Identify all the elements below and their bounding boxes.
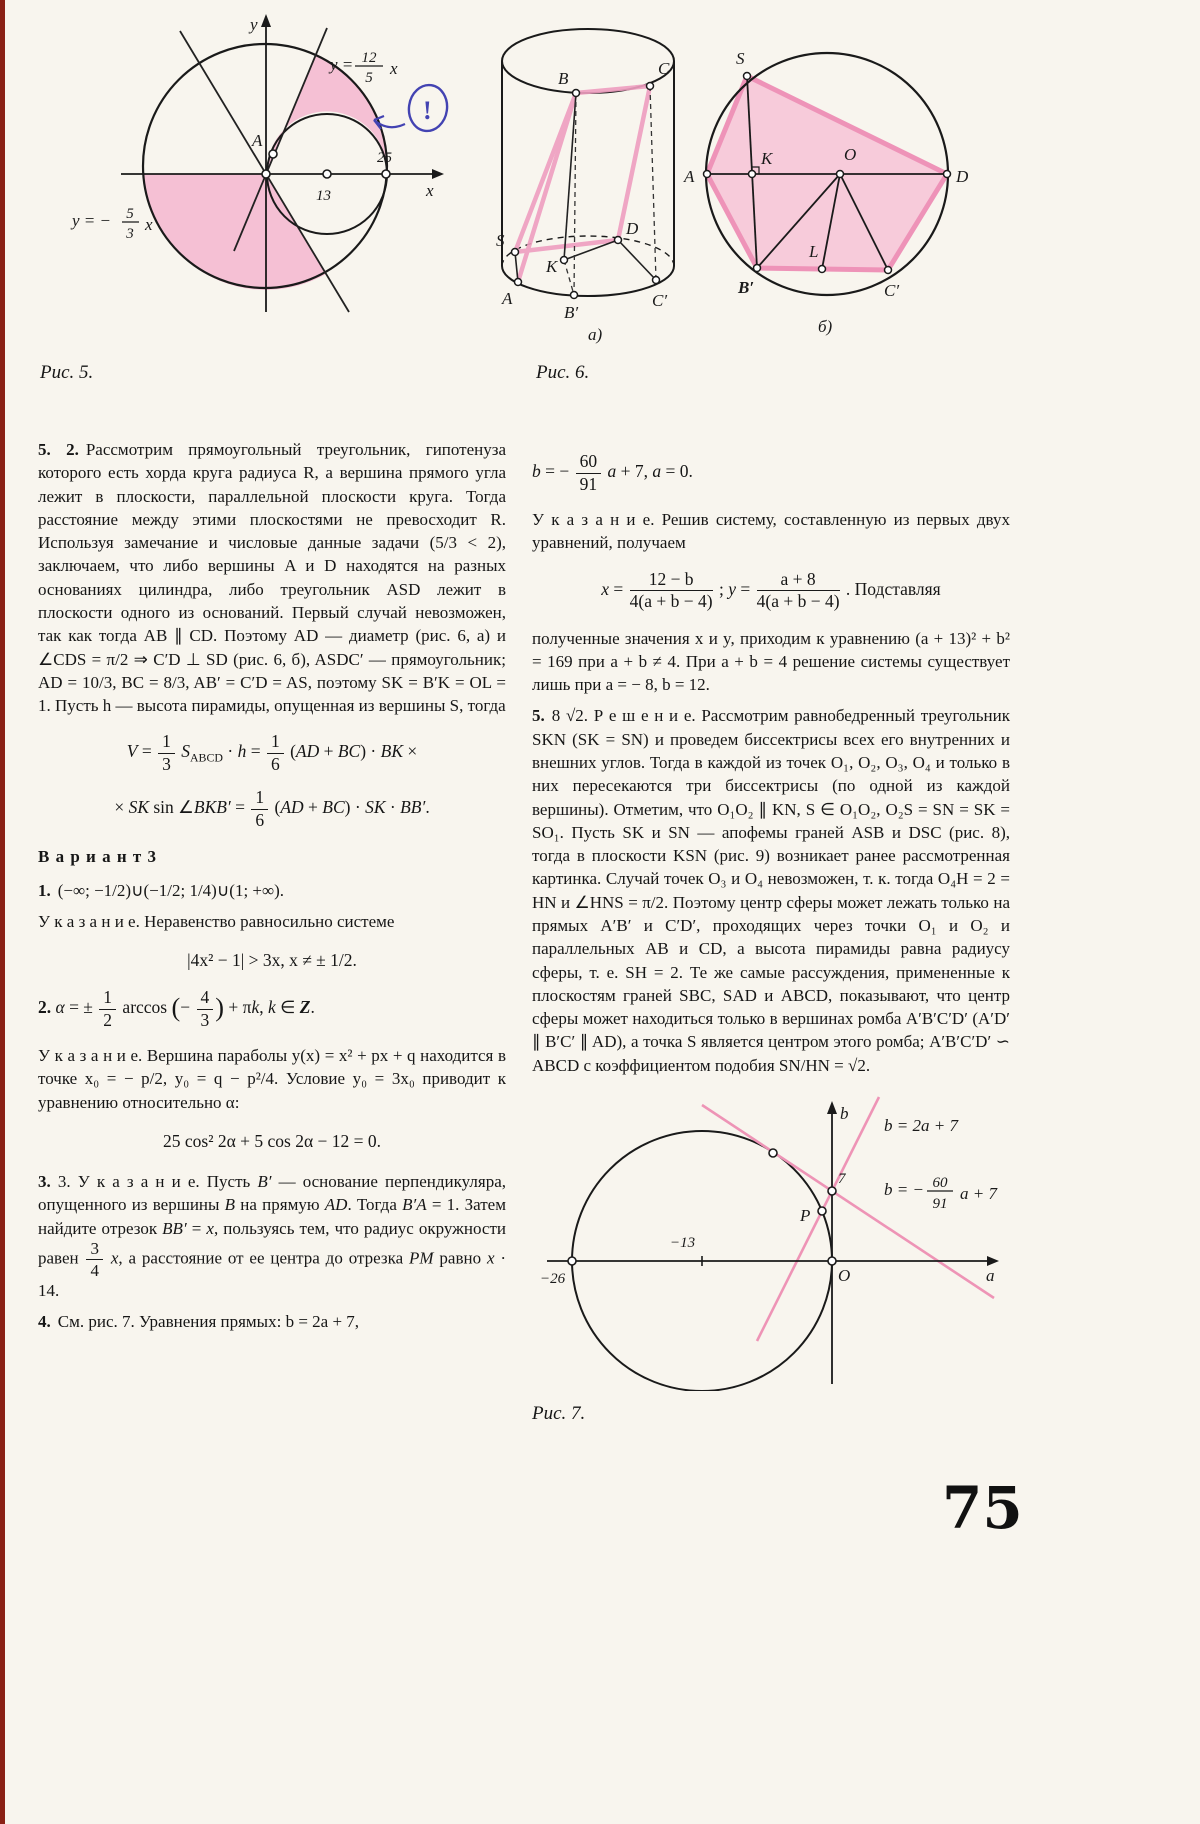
paragraph-text: 8 √2. Р е ш е н и е. Рассмотрим равнобедренный треугольник SKN (SK = SN) и проведем биссектрисы всех его внутренних и внешних углов. Тогда в каждой из точек O₁, O₂, O₃, O₄ и только в них пересекаются три биссектрисы (по одной из каждой вершины). Отметим, что O₁O₂ ∥ KN, S ∈ O₁O₂, O₂S = SN = SK = SO₁. Пусть SK и SN — апофемы граней ASB и DSC (рис. 8), тогда в плоскости KSN (рис. 9) возникает ранее рассмотренная картинка. Случай точек O₃ и O₄ невозможен, т. к. тогда O₄H = 2 = HN и ∠HNS = π/2. Поэтому центр сферы может лежать только на прямых A′B′ и C′D′, проходящих через точки O₁ и O₂ и параллельных AB и CD, а высота пирамиды равна радиусу сферы, т. е. SH = 2. Те же самые рассуждения, примененные к плоскостям граней SBC, SAD и ABCD, показывают, что центр сферы может находиться только в вершинах ромба A′B′C′D′ (A′D′ ∥ B′C′ ∥ AD), а точка S является центром этого ромба; A′B′C′D′ ∽ ABCD с коэффициентом подобия SN/HN = √2. bbox=[532, 706, 1010, 1075]
cylinder-bottom-front-arc bbox=[502, 266, 674, 296]
fig5-tick-25: 25 bbox=[377, 150, 392, 166]
fig6b-label-C1: C′ bbox=[884, 281, 900, 300]
left-column bbox=[38, 438, 506, 1341]
formula-part: — основание перпендикуляра, опущенного из вершины bbox=[38, 1172, 506, 1215]
formula-part: = bbox=[609, 578, 628, 599]
fig7-tick-7-label: 7 bbox=[838, 1170, 846, 1187]
fig5-line2-label-prefix: y = − bbox=[72, 211, 111, 230]
formula-part: BC bbox=[322, 797, 345, 818]
paragraph-circle-equation bbox=[532, 627, 1010, 697]
edge-C-D bbox=[618, 86, 650, 240]
annotation-exclamation: ! bbox=[423, 96, 432, 125]
formula-part: $\frac{1}{6}$ bbox=[265, 733, 286, 773]
formula-part: $\frac{60}{91}$ bbox=[574, 453, 604, 493]
edge-S-A bbox=[515, 252, 518, 282]
formula-part: $\frac{3}{4}$ bbox=[84, 1240, 105, 1279]
fig6b-label-A: A bbox=[684, 167, 695, 186]
figure-5-plot bbox=[28, 6, 462, 354]
right-column bbox=[532, 438, 1010, 1427]
fig6b-circle-figure bbox=[683, 49, 969, 336]
formula-part: x bbox=[486, 1248, 495, 1268]
formula-part: BKB′ bbox=[193, 797, 231, 818]
fig6b-label-B1: B′ bbox=[738, 278, 755, 297]
paragraph-item-3 bbox=[38, 1170, 506, 1302]
formula-part: ) bbox=[215, 993, 224, 1023]
formula-part: BB′ bbox=[400, 797, 426, 818]
fig7-b-axis-label: b bbox=[840, 1103, 849, 1123]
fig5-line2-numerator: 5 bbox=[126, 206, 134, 222]
point-marker bbox=[615, 237, 622, 244]
fig5-line2-label-suffix: x bbox=[145, 215, 153, 234]
fig6b-label-L: L bbox=[809, 242, 819, 261]
formula-part: BK bbox=[380, 741, 403, 762]
formula-part: = bbox=[230, 797, 250, 818]
fig5-y-axis-label: y bbox=[250, 15, 258, 34]
point-marker bbox=[561, 257, 568, 264]
formula-part: = 0. bbox=[661, 461, 693, 482]
figure-6-caption: Рис. 6. bbox=[536, 362, 590, 383]
formula-part: равно bbox=[433, 1248, 487, 1268]
formula-part: a bbox=[607, 461, 617, 482]
formula-item-2 bbox=[38, 989, 506, 1029]
formula-part: ) · bbox=[360, 741, 381, 762]
fig5-point-a-label: A bbox=[252, 131, 263, 150]
figure-5-caption: Рис. 5. bbox=[40, 362, 94, 383]
fig6a-label-B: B bbox=[558, 69, 569, 88]
formula-part: B′A bbox=[402, 1195, 427, 1215]
point-marker bbox=[828, 1187, 836, 1195]
variant-heading: В а р и а н т 3 bbox=[38, 847, 157, 867]
edge-K-B1-dashed bbox=[564, 260, 574, 295]
formula-part: × bbox=[403, 741, 418, 762]
point-marker bbox=[769, 1149, 777, 1157]
formula-part: ( bbox=[171, 993, 181, 1023]
point-marker bbox=[744, 73, 751, 80]
fig5-line1-label-prefix: y = bbox=[330, 55, 354, 74]
fig5-y-axis-arrow bbox=[261, 14, 271, 27]
formula-part: . Подставляя bbox=[841, 578, 941, 599]
formula-part: x bbox=[601, 578, 610, 599]
paragraph-item-5 bbox=[532, 704, 1010, 1077]
formula-part: AD bbox=[295, 741, 320, 762]
formula-part: Z bbox=[299, 997, 311, 1018]
page-number: 75 bbox=[942, 1474, 1023, 1542]
formula-part: y bbox=[728, 578, 736, 599]
point-marker bbox=[573, 90, 580, 97]
formula-part: V bbox=[126, 741, 138, 762]
fig7-line2-label-suffix: a + 7 bbox=[960, 1183, 997, 1203]
fig6b-sublabel: б) bbox=[818, 317, 833, 336]
formula-part: = bbox=[736, 578, 755, 599]
paragraph-text: Рассмотрим прямоугольный треугольник, гипотенуза которого есть хорда круга радиуса R, а вершина прямого угла лежит в плоскости, параллельной плоскости круга. Тогда расстояние между этими плоскостями не превосходит R. Используя замечание и числовые данные задачи (5/3 < 2), заключаем, что либо вершины A и D находятся на разных основаниях цилиндра, либо треугольник ASD лежит в плоскости одного из оснований. Первый случай невозможен, так как тогда AB ∥ CD. Поэтому AD — диаметр (рис. 6, а) и ∠CDS = π/2 ⇒ C′D ⊥ SD (рис. 6, б), ASDC′ — прямоугольник; AD = 10/3, BC = 8/3, AB′ = C′D = AS, поэтому SK = B′K = OL = 1. Пусть h — высота пирамиды, опущенная из вершины S, тогда bbox=[38, 440, 506, 716]
paragraph-text: См. рис. 7. Уравнения прямых: b = 2a + 7, bbox=[57, 1312, 360, 1332]
point-marker bbox=[323, 170, 331, 178]
formula-part: sin ∠ bbox=[149, 797, 194, 818]
formula-part: S bbox=[181, 741, 190, 762]
formula-part: $\frac{4}{3}$ bbox=[195, 989, 216, 1029]
fig6b-label-K: K bbox=[761, 149, 773, 168]
fig5-x-axis-arrow bbox=[432, 169, 444, 179]
formula-part: k bbox=[268, 997, 276, 1018]
formula-part: · bbox=[385, 797, 401, 818]
paragraph-hint-2 bbox=[38, 1044, 506, 1114]
paragraph-problem-5-2 bbox=[38, 438, 506, 717]
formula-part: = 1. Затем найдите отрезок bbox=[38, 1195, 506, 1238]
formula-part: , пользуясь тем, что радиус окружности равен bbox=[38, 1218, 506, 1268]
formula-part: , bbox=[259, 997, 268, 1018]
figure-7-plot bbox=[532, 1091, 1012, 1391]
formula-part: . bbox=[425, 797, 430, 818]
formula-part: 3. bbox=[38, 1172, 51, 1191]
point-marker bbox=[819, 266, 826, 273]
figure-7-caption: Рис. 7. bbox=[532, 1403, 586, 1425]
formula-part: ( bbox=[270, 797, 281, 818]
formula-cos-equation: 25 cos² 2α + 5 cos 2α − 12 = 0. bbox=[163, 1131, 381, 1152]
formula-part: + bbox=[303, 797, 323, 818]
fig7-line1-label: b = 2a + 7 bbox=[884, 1115, 958, 1135]
point-marker bbox=[837, 171, 844, 178]
fig6a-sublabel: а) bbox=[588, 325, 603, 344]
point-marker bbox=[571, 292, 578, 299]
point-marker bbox=[568, 1257, 576, 1265]
formula-part: 2. bbox=[38, 997, 52, 1018]
formula-part: + bbox=[319, 741, 338, 762]
paragraph-text: У к а з а н и е. Неравенство равносильно системе bbox=[38, 911, 395, 931]
fig6b-label-D: D bbox=[956, 167, 969, 186]
paragraph-text: У к а з а н и е. Решив систему, составленную из первых двух уравнений, получаем bbox=[532, 510, 1010, 553]
point-marker bbox=[512, 249, 519, 256]
formula-part: × bbox=[114, 797, 129, 818]
fig6a-label-A: A bbox=[502, 289, 513, 308]
fig5-shaded-region-lower bbox=[144, 174, 326, 290]
fig6a-label-K: K bbox=[546, 257, 558, 276]
formula-part: ; bbox=[714, 578, 729, 599]
fig6b-label-O: O bbox=[844, 145, 857, 164]
formula-part: · bbox=[222, 741, 238, 762]
formula-part: = bbox=[137, 741, 157, 762]
formula-part: на прямую bbox=[235, 1195, 325, 1215]
point-marker bbox=[749, 171, 756, 178]
formula-part: ) · bbox=[344, 797, 366, 818]
point-marker bbox=[754, 265, 761, 272]
formula-part: BC bbox=[337, 741, 361, 762]
paragraph-item-4 bbox=[38, 1310, 506, 1333]
formula-part: α bbox=[55, 997, 65, 1018]
formula-part: . bbox=[310, 997, 315, 1018]
fig6a-label-D: D bbox=[626, 219, 639, 238]
point-marker bbox=[828, 1257, 836, 1265]
fig7-a-axis-arrow bbox=[987, 1256, 999, 1266]
formula-part: ( bbox=[285, 741, 296, 762]
fig7-tick-minus-26-label: −26 bbox=[540, 1270, 566, 1287]
item-number: 5. 2. bbox=[38, 440, 79, 459]
formula-part: + 7, bbox=[616, 461, 653, 482]
item-number: 4. bbox=[38, 1312, 51, 1332]
formula-part: k bbox=[251, 997, 260, 1018]
fig5-x-axis-label: x bbox=[426, 181, 434, 200]
fig6a-label-B1: B′ bbox=[564, 303, 579, 322]
fig7-origin-label: O bbox=[838, 1265, 851, 1285]
item-number: 1. bbox=[38, 880, 51, 900]
item-number: 5. bbox=[532, 706, 545, 726]
paragraph-hint-4 bbox=[532, 508, 1010, 555]
formula-part: $\frac{1}{6}$ bbox=[249, 789, 270, 829]
formula-part: SK bbox=[365, 797, 386, 818]
fig7-b-axis-arrow bbox=[827, 1101, 837, 1114]
formula-volume-1 bbox=[38, 733, 506, 773]
fig7-point-p-label: P bbox=[800, 1205, 811, 1225]
formula-part: ABCD bbox=[189, 750, 223, 765]
fig7-tick-minus-13-label: −13 bbox=[670, 1234, 696, 1251]
fig6a-label-C: C bbox=[658, 59, 670, 78]
formula-part: $\frac{1}{3}$ bbox=[156, 733, 177, 773]
formula-part: BB′ bbox=[162, 1218, 187, 1238]
formula-part: − bbox=[180, 997, 195, 1018]
formula-xy-system bbox=[532, 568, 1010, 612]
formula-part: · 14. bbox=[38, 1248, 507, 1300]
formula-part: arccos bbox=[118, 997, 172, 1018]
formula-part: = bbox=[246, 741, 265, 762]
fig7-line2-denominator: 91 bbox=[932, 1195, 948, 1212]
formula-line-equation bbox=[532, 453, 1010, 493]
point-marker bbox=[647, 83, 654, 90]
paragraph-text: У к а з а н и е. Вершина параболы y(x) = x² + px + q находится в точке x₀ = − p/2, y₀ = q − p²/4. Условие y₀ = 3x₀ приводит к уравнению относительно α: bbox=[38, 1046, 506, 1112]
fig7-line2-numerator: 60 bbox=[932, 1174, 948, 1191]
fig6a-point-markers bbox=[512, 83, 660, 299]
formula-part: $\frac{12 - b}{4(a + b - 4)}$ bbox=[629, 568, 713, 612]
fig6a-label-C1: C′ bbox=[652, 291, 668, 310]
fig7-line-b-2a-7 bbox=[757, 1097, 879, 1341]
formula-part: B′ bbox=[257, 1172, 272, 1191]
fig5-tick-13: 13 bbox=[316, 188, 331, 204]
formula-part: 3. У к а з а н и е. Пусть bbox=[50, 1172, 258, 1191]
formula-part: B bbox=[224, 1195, 236, 1215]
point-marker bbox=[704, 171, 711, 178]
fig5-line2-denominator: 3 bbox=[126, 226, 134, 242]
formula-part: = ± bbox=[64, 997, 98, 1018]
formula-part: PM bbox=[408, 1248, 434, 1268]
point-marker bbox=[269, 150, 277, 158]
formula-part: x bbox=[110, 1248, 119, 1268]
fig6a-thin-edges bbox=[515, 93, 656, 282]
formula-part: h bbox=[237, 741, 247, 762]
fig6a-cylinder bbox=[496, 29, 674, 344]
point-marker bbox=[653, 277, 660, 284]
formula-part: AD bbox=[280, 797, 304, 818]
formula-part: x bbox=[206, 1218, 214, 1238]
formula-part: SK bbox=[128, 797, 149, 818]
fig6b-label-S: S bbox=[736, 49, 745, 68]
formula-part: ∈ bbox=[275, 997, 300, 1018]
paragraph-text: полученные значения x и y, приходим к уравнению (a + 13)² + b² = 169 при a + b ≠ 4. При a + b = 4 решение системы существует лишь при a = − 8, b = 12. bbox=[532, 628, 1010, 695]
figure-6-plot bbox=[460, 6, 1005, 358]
formula-part: = bbox=[186, 1218, 207, 1238]
point-marker bbox=[885, 267, 892, 274]
point-marker bbox=[818, 1207, 826, 1215]
formula-part: , а расстояние от ее центра до отрезка bbox=[118, 1248, 409, 1268]
fig5-line1-denominator: 5 bbox=[365, 70, 373, 86]
formula-volume-2 bbox=[38, 789, 506, 829]
formula-part: AD bbox=[324, 1195, 348, 1215]
formula-part: $\frac{a + 8}{4(a + b - 4)}$ bbox=[756, 568, 840, 612]
paragraph-hint-1 bbox=[38, 910, 506, 933]
point-marker bbox=[944, 171, 951, 178]
formula-part: . Тогда bbox=[347, 1195, 403, 1215]
formula-part: + π bbox=[224, 997, 252, 1018]
fig7-line2-label-prefix: b = − bbox=[884, 1179, 924, 1199]
edge-C-C1-dashed bbox=[650, 86, 656, 280]
fig7-a-axis-label: a bbox=[986, 1265, 995, 1285]
point-marker bbox=[262, 170, 270, 178]
formula-part: $\frac{1}{2}$ bbox=[97, 989, 118, 1029]
fig5-line1-numerator: 12 bbox=[361, 50, 377, 66]
fig5-line1-label-suffix: x bbox=[390, 59, 398, 78]
point-marker bbox=[382, 170, 390, 178]
fig6a-label-S: S bbox=[496, 231, 505, 250]
page-left-edge bbox=[0, 0, 5, 1824]
paragraph-text: (−∞; −1/2)∪(−1/2; 1/4)∪(1; +∞). bbox=[57, 880, 285, 900]
formula-part: = − bbox=[540, 461, 574, 482]
formula-part: b bbox=[532, 461, 541, 482]
formula-part: a bbox=[652, 461, 662, 482]
point-marker bbox=[515, 279, 522, 286]
figure-7-block bbox=[532, 1091, 1010, 1427]
formula-inequality: |4x² − 1| > 3x, x ≠ ± 1/2. bbox=[187, 950, 357, 971]
paragraph-item-1 bbox=[38, 879, 506, 902]
handwritten-annotation bbox=[374, 83, 450, 134]
